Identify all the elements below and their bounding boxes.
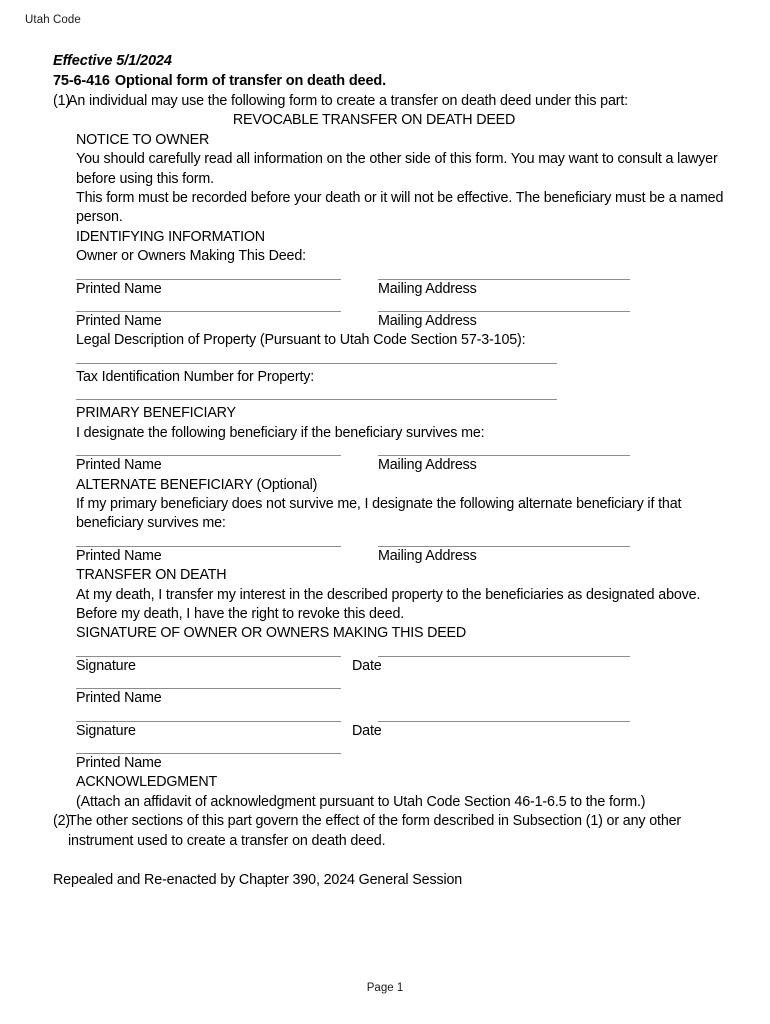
identifying-information-heading: IDENTIFYING INFORMATION xyxy=(76,228,265,245)
alternate-beneficiary-mailing-address-label: Mailing Address xyxy=(378,547,477,564)
signature-1-date-field[interactable] xyxy=(378,656,630,657)
acknowledgment-text: (Attach an affidavit of acknowledgment pursuant to Utah Code Section 46-1-6.5 to the form.) xyxy=(76,793,646,810)
signature-2-caption-row xyxy=(76,722,725,741)
signature-1-printed-name-caption-row xyxy=(76,689,725,708)
signature-2-printed-name-caption-row xyxy=(76,754,725,773)
alternate-beneficiary-heading: ALTERNATE BENEFICIARY (Optional) xyxy=(76,476,318,493)
primary-beneficiary-mailing-address-label: Mailing Address xyxy=(378,457,477,474)
form-title: REVOCABLE TRANSFER ON DEATH DEED xyxy=(232,112,516,129)
signature-2-label: Signature xyxy=(76,722,136,739)
signature-2-date-label: Date xyxy=(352,722,382,739)
page-number-footer: Page 1 xyxy=(366,982,404,994)
subsection-2 xyxy=(53,812,725,851)
legal-description-label: Legal Description of Property (Pursuant to Utah Code Section 57-3-105): xyxy=(76,332,526,349)
owner-prompt: Owner or Owners Making This Deed: xyxy=(76,248,306,265)
section-title: Optional form of transfer on death deed. xyxy=(114,73,386,89)
enactment-note: Repealed and Re-enacted by Chapter 390, 2024 General Session xyxy=(53,872,463,888)
signature-2-printed-name-label: Printed Name xyxy=(76,754,162,771)
signature-1-caption-row xyxy=(76,657,725,676)
signature-section-heading: SIGNATURE OF OWNER OR OWNERS MAKING THIS DEED xyxy=(76,625,467,642)
section-heading xyxy=(53,71,725,92)
subsection-1 xyxy=(53,92,725,111)
revoke-text: Before my death, I have the right to revoke this deed. xyxy=(76,605,405,622)
effective-date: Effective 5/1/2024 xyxy=(53,53,172,69)
tax-id-label: Tax Identification Number for Property: xyxy=(76,368,315,385)
owner-2-printed-name-label: Printed Name xyxy=(76,313,162,330)
primary-beneficiary-text: I designate the following beneficiary if the beneficiary survives me: xyxy=(76,424,485,441)
notice-to-owner-heading: NOTICE TO OWNER xyxy=(76,131,210,148)
spacer xyxy=(53,851,725,871)
transfer-on-death-text: At my death, I transfer my interest in the described property to the beneficiaries as designated above. xyxy=(76,586,701,603)
primary-beneficiary-heading: PRIMARY BENEFICIARY xyxy=(76,405,236,422)
alternate-beneficiary-caption-row xyxy=(76,547,725,566)
transfer-on-death-heading: TRANSFER ON DEATH xyxy=(76,567,227,584)
owner-1-printed-name-label: Printed Name xyxy=(76,280,162,297)
subsection-2-marker: (2) xyxy=(53,813,71,830)
notice-paragraph-1: You should carefully read all information on the other side of this form. You may want to consult a lawyer before using this form. xyxy=(76,151,718,187)
signature-1-label: Signature xyxy=(76,657,136,674)
owner-1-mailing-address-label: Mailing Address xyxy=(378,280,477,297)
subsection-1-text: An individual may use the following form to create a transfer on death deed under this part: xyxy=(68,93,628,109)
signature-1-printed-name-label: Printed Name xyxy=(76,690,162,707)
subsection-1-marker: (1) xyxy=(53,93,71,109)
primary-beneficiary-caption-row xyxy=(76,456,725,475)
acknowledgment-heading: ACKNOWLEDGMENT xyxy=(76,774,217,791)
section-number: 75-6-416 xyxy=(53,73,110,89)
notice-paragraph-2: This form must be recorded before your death or it will not be effective. The beneficiary must be a named person. xyxy=(76,190,724,226)
document-body xyxy=(53,52,725,890)
owner-2-caption-row xyxy=(76,312,725,331)
owner-2-mailing-address-label: Mailing Address xyxy=(378,313,477,330)
alternate-beneficiary-printed-name-label: Printed Name xyxy=(76,547,162,564)
owner-1-caption-row xyxy=(76,280,725,299)
primary-beneficiary-printed-name-label: Printed Name xyxy=(76,457,162,474)
signature-1-date-label: Date xyxy=(352,657,382,674)
subsection-2-text: The other sections of this part govern the effect of the form described in Subsection (1) or any other instrument used to create a transfer on death deed. xyxy=(68,813,682,849)
deed-form-block xyxy=(76,131,725,812)
signature-2-date-field[interactable] xyxy=(378,721,630,722)
alternate-beneficiary-text: If my primary beneficiary does not survive me, I designate the following alternate beneficiary if that beneficiary survives me: xyxy=(76,495,682,532)
running-header-utah-code: Utah Code xyxy=(25,14,81,26)
